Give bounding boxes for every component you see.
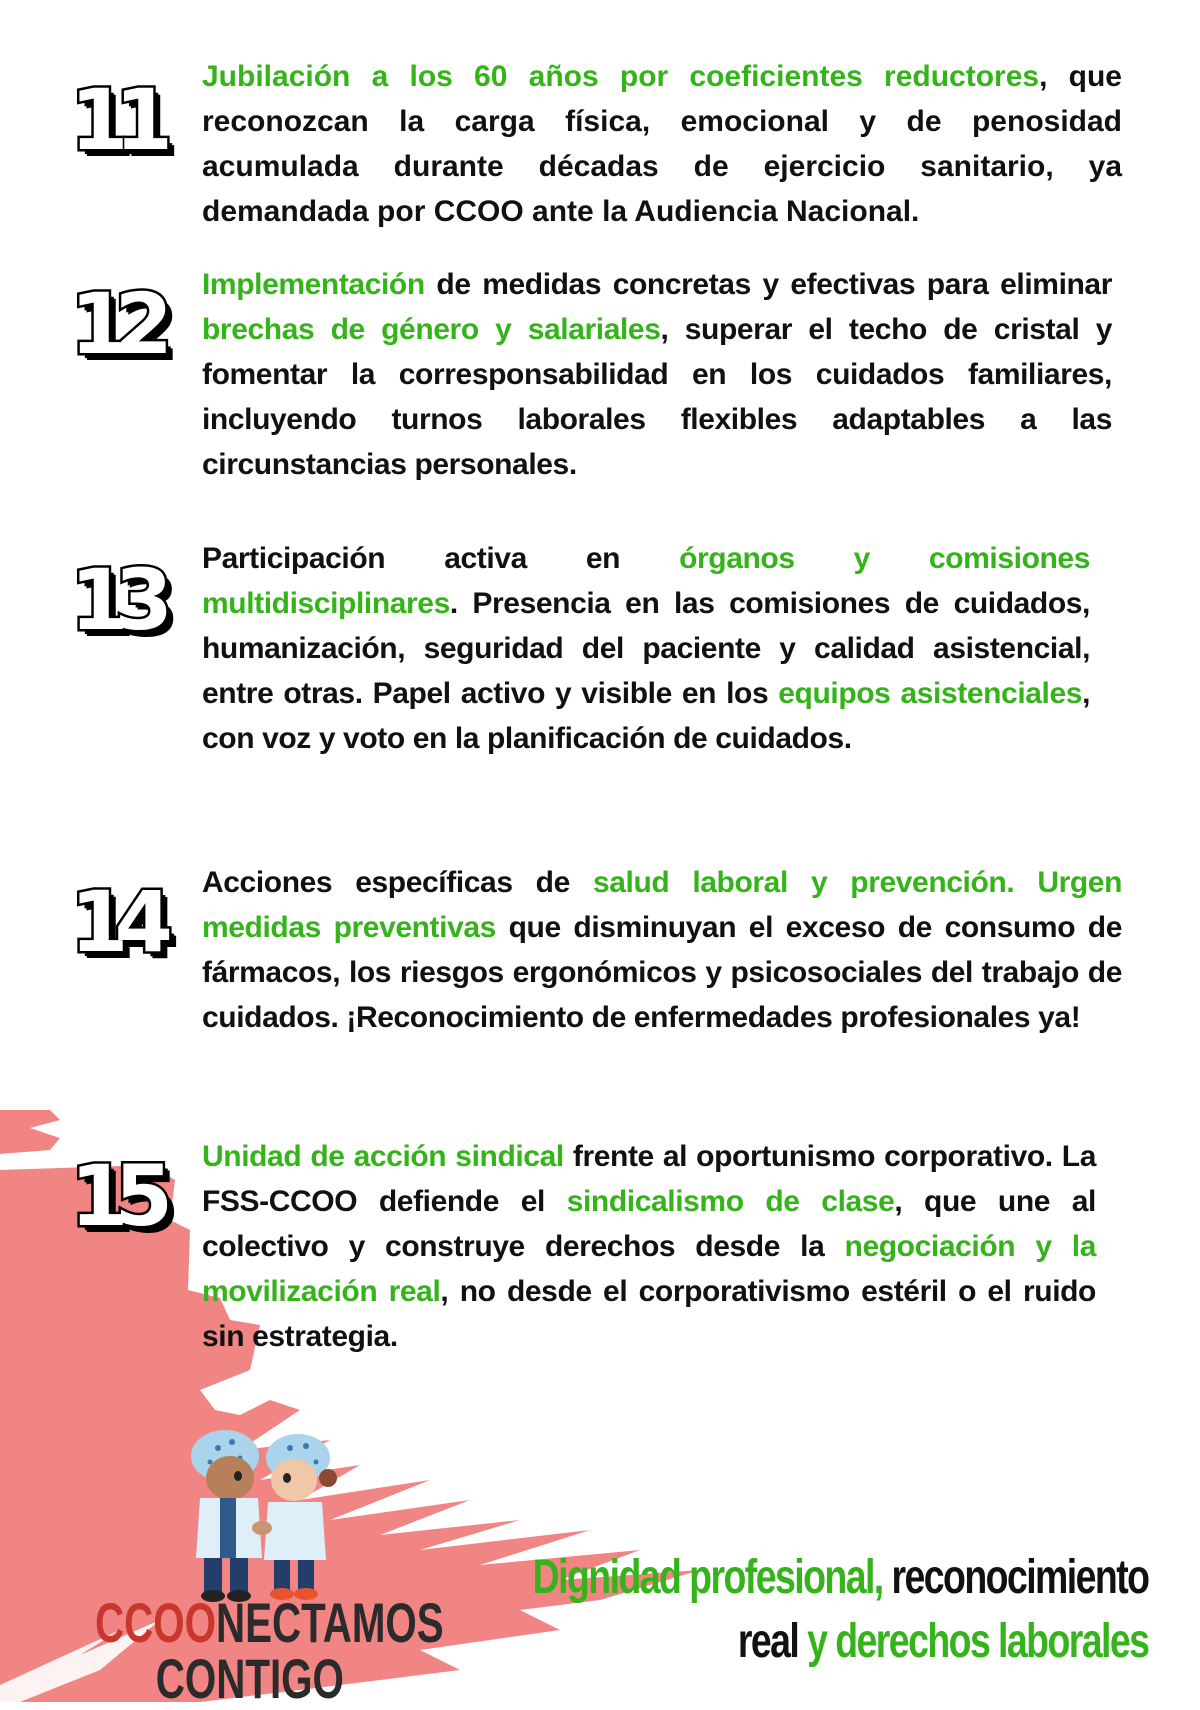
body-text: . Presencia en las comisiones de cuidados, humanización, seguridad del paciente y calidad asistencial, entre otras. Papel activo y visible en los bbox=[202, 587, 1090, 710]
highlight-negociacion: negociación y la movilización real bbox=[202, 1230, 1096, 1308]
tagline-dignidad: Dignidad profesional, bbox=[532, 1551, 883, 1604]
closing-tagline bbox=[532, 1546, 1148, 1674]
tagline-reconocimiento: reconocimiento bbox=[882, 1551, 1148, 1604]
health-workers-illustration-icon bbox=[170, 1418, 350, 1608]
highlight-equipos: equipos asistenciales bbox=[778, 677, 1083, 710]
number-15-badge: 15 bbox=[70, 1147, 159, 1245]
body-text: Acciones específicas de bbox=[202, 866, 593, 899]
logo-nectamos: NECTAMOS bbox=[215, 1591, 444, 1654]
highlight-sindicalismo: sindicalismo de clase bbox=[566, 1185, 895, 1218]
highlight-implementacion: Implementación bbox=[202, 268, 425, 301]
number-12-badge: 12 bbox=[70, 275, 159, 373]
body-text: que disminuyan el exceso de consumo de fármacos, los riesgos ergonómicos y psicosociales del trabajo de cuidados. ¡Reconocimiento de enfermedades profesionales ya! bbox=[202, 911, 1122, 1034]
number-14-badge: 14 bbox=[70, 873, 159, 971]
logo-contigo: CONTIGO bbox=[155, 1647, 344, 1710]
body-text: Participación activa en bbox=[202, 542, 680, 575]
number-11-badge: 11 bbox=[70, 71, 159, 169]
body-text: , superar el techo de cristal y fomentar la corresponsabilidad en los cuidados familiares, incluyendo turnos laborales flexibles adaptables a las circunstancias personales. bbox=[202, 313, 1112, 481]
body-text: , con voz y voto en la planificación de cuidados. bbox=[202, 677, 1090, 755]
tagline-derechos: y derechos laborales bbox=[797, 1615, 1148, 1668]
item-13-text bbox=[202, 536, 1090, 761]
item-12-text bbox=[202, 262, 1112, 487]
body-text: , que reconozcan la carga física, emocional y de penosidad acumulada durante décadas de ejercicio sanitario, ya demandada por CCOO ante la Audiencia Nacional. bbox=[202, 60, 1122, 228]
body-text: , que une al colectivo y construye derechos desde la bbox=[202, 1185, 1096, 1263]
highlight-salud-laboral: salud laboral y prevención. Urgen medidas preventivas bbox=[202, 866, 1122, 944]
body-text: de medidas concretas y efectivas para eliminar bbox=[424, 268, 1112, 301]
tagline-real: real bbox=[737, 1615, 798, 1668]
item-14-text bbox=[202, 860, 1122, 1040]
item-11-text bbox=[202, 54, 1122, 234]
logo-ccoo: CCOO bbox=[95, 1591, 216, 1654]
body-text: , no desde el corporativismo estéril o el ruido sin estrategia. bbox=[202, 1275, 1096, 1353]
body-text: frente al oportunismo corporativo. La FSS-CCOO defiende el bbox=[202, 1140, 1096, 1218]
highlight-brechas: brechas de género y salariales bbox=[202, 313, 661, 346]
number-13-badge: 13 bbox=[70, 551, 159, 649]
highlight-organos: órganos y comisiones multidisciplinares bbox=[202, 542, 1090, 620]
highlight-jubilacion: Jubilación a los 60 años por coeficientes reductores bbox=[202, 60, 1040, 93]
item-15-text bbox=[202, 1134, 1096, 1359]
highlight-unidad: Unidad de acción sindical bbox=[202, 1140, 564, 1173]
ccoonectamos-contigo-logo bbox=[95, 1591, 444, 1710]
